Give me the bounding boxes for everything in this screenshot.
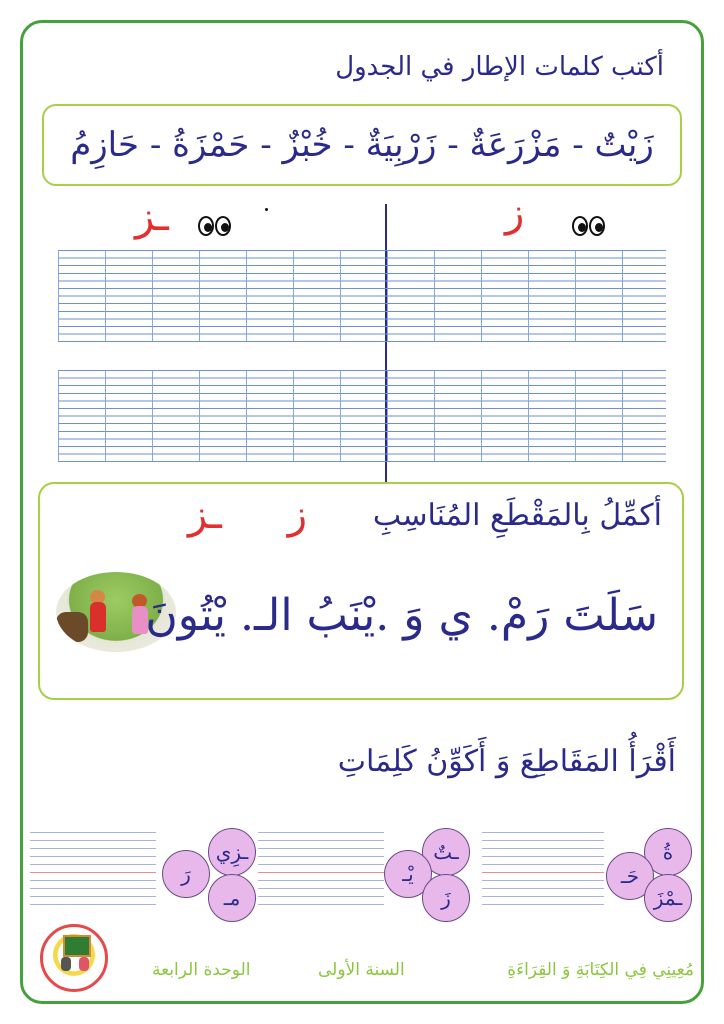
word-frame — [42, 104, 682, 186]
isolated-letter-header: ز — [505, 190, 525, 236]
syllable-petal[interactable]: زَ — [422, 874, 470, 922]
syllable-petal[interactable]: رَ — [162, 850, 210, 898]
baseline — [482, 872, 604, 873]
syllable-petal[interactable]: يْـ — [384, 850, 432, 898]
syllable-petal[interactable]: حَـ — [606, 852, 654, 900]
final-letter-option: ـز — [188, 492, 222, 538]
sentence-box — [38, 482, 684, 700]
footer-book-title: مُعِينِي فِي الكِتَابَةِ وَ القِرَاءَةِ — [507, 960, 694, 980]
syllable-flower — [382, 828, 482, 928]
baseline — [258, 872, 384, 873]
syllable-petal[interactable]: ـتٌ — [422, 828, 470, 876]
eyes-icon — [198, 216, 231, 236]
footer-year: السنة الأولى — [318, 960, 405, 980]
isolated-letter-option: ز — [287, 492, 308, 538]
final-letter-header: ـز — [135, 194, 169, 240]
read-instruction: أَقْرَأُ المَقَاطِعَ وَ أَكَوِّنُ كَلِمَاتِ — [337, 744, 676, 779]
incomplete-sentence: سَلَتَ رَمْ. ي وَ .يْنَبُ الـ. يْتُونَ — [145, 590, 658, 641]
word-list: زَيْتٌ - مَزْرَعَةٌ - زَرْبِيَةٌ - خُبْزٌ - حَمْزَةُ - حَازِمُ — [70, 125, 654, 165]
dot-mark — [265, 208, 268, 211]
baseline — [30, 872, 156, 873]
complete-instruction: أكمِّلُ بِالمَقْطَعِ المُنَاسِبِ — [372, 498, 662, 533]
instruction-title: أكتب كلمات الإطار في الجدول — [335, 52, 664, 82]
eyes-icon — [572, 216, 605, 236]
syllable-petal[interactable]: ةُ — [644, 828, 692, 876]
syllable-flower — [604, 828, 704, 928]
syllable-petal[interactable]: ـمْزَ — [644, 874, 692, 922]
publisher-logo — [40, 924, 108, 992]
footer-unit: الوحدة الرابعة — [152, 960, 251, 980]
syllable-flower — [158, 828, 258, 928]
writing-grid-top[interactable] — [58, 250, 666, 342]
writing-grid-bottom[interactable] — [58, 370, 666, 462]
syllable-petal[interactable]: ـزِي — [208, 828, 256, 876]
letter-options — [188, 492, 307, 538]
syllable-petal[interactable]: مـ — [208, 874, 256, 922]
